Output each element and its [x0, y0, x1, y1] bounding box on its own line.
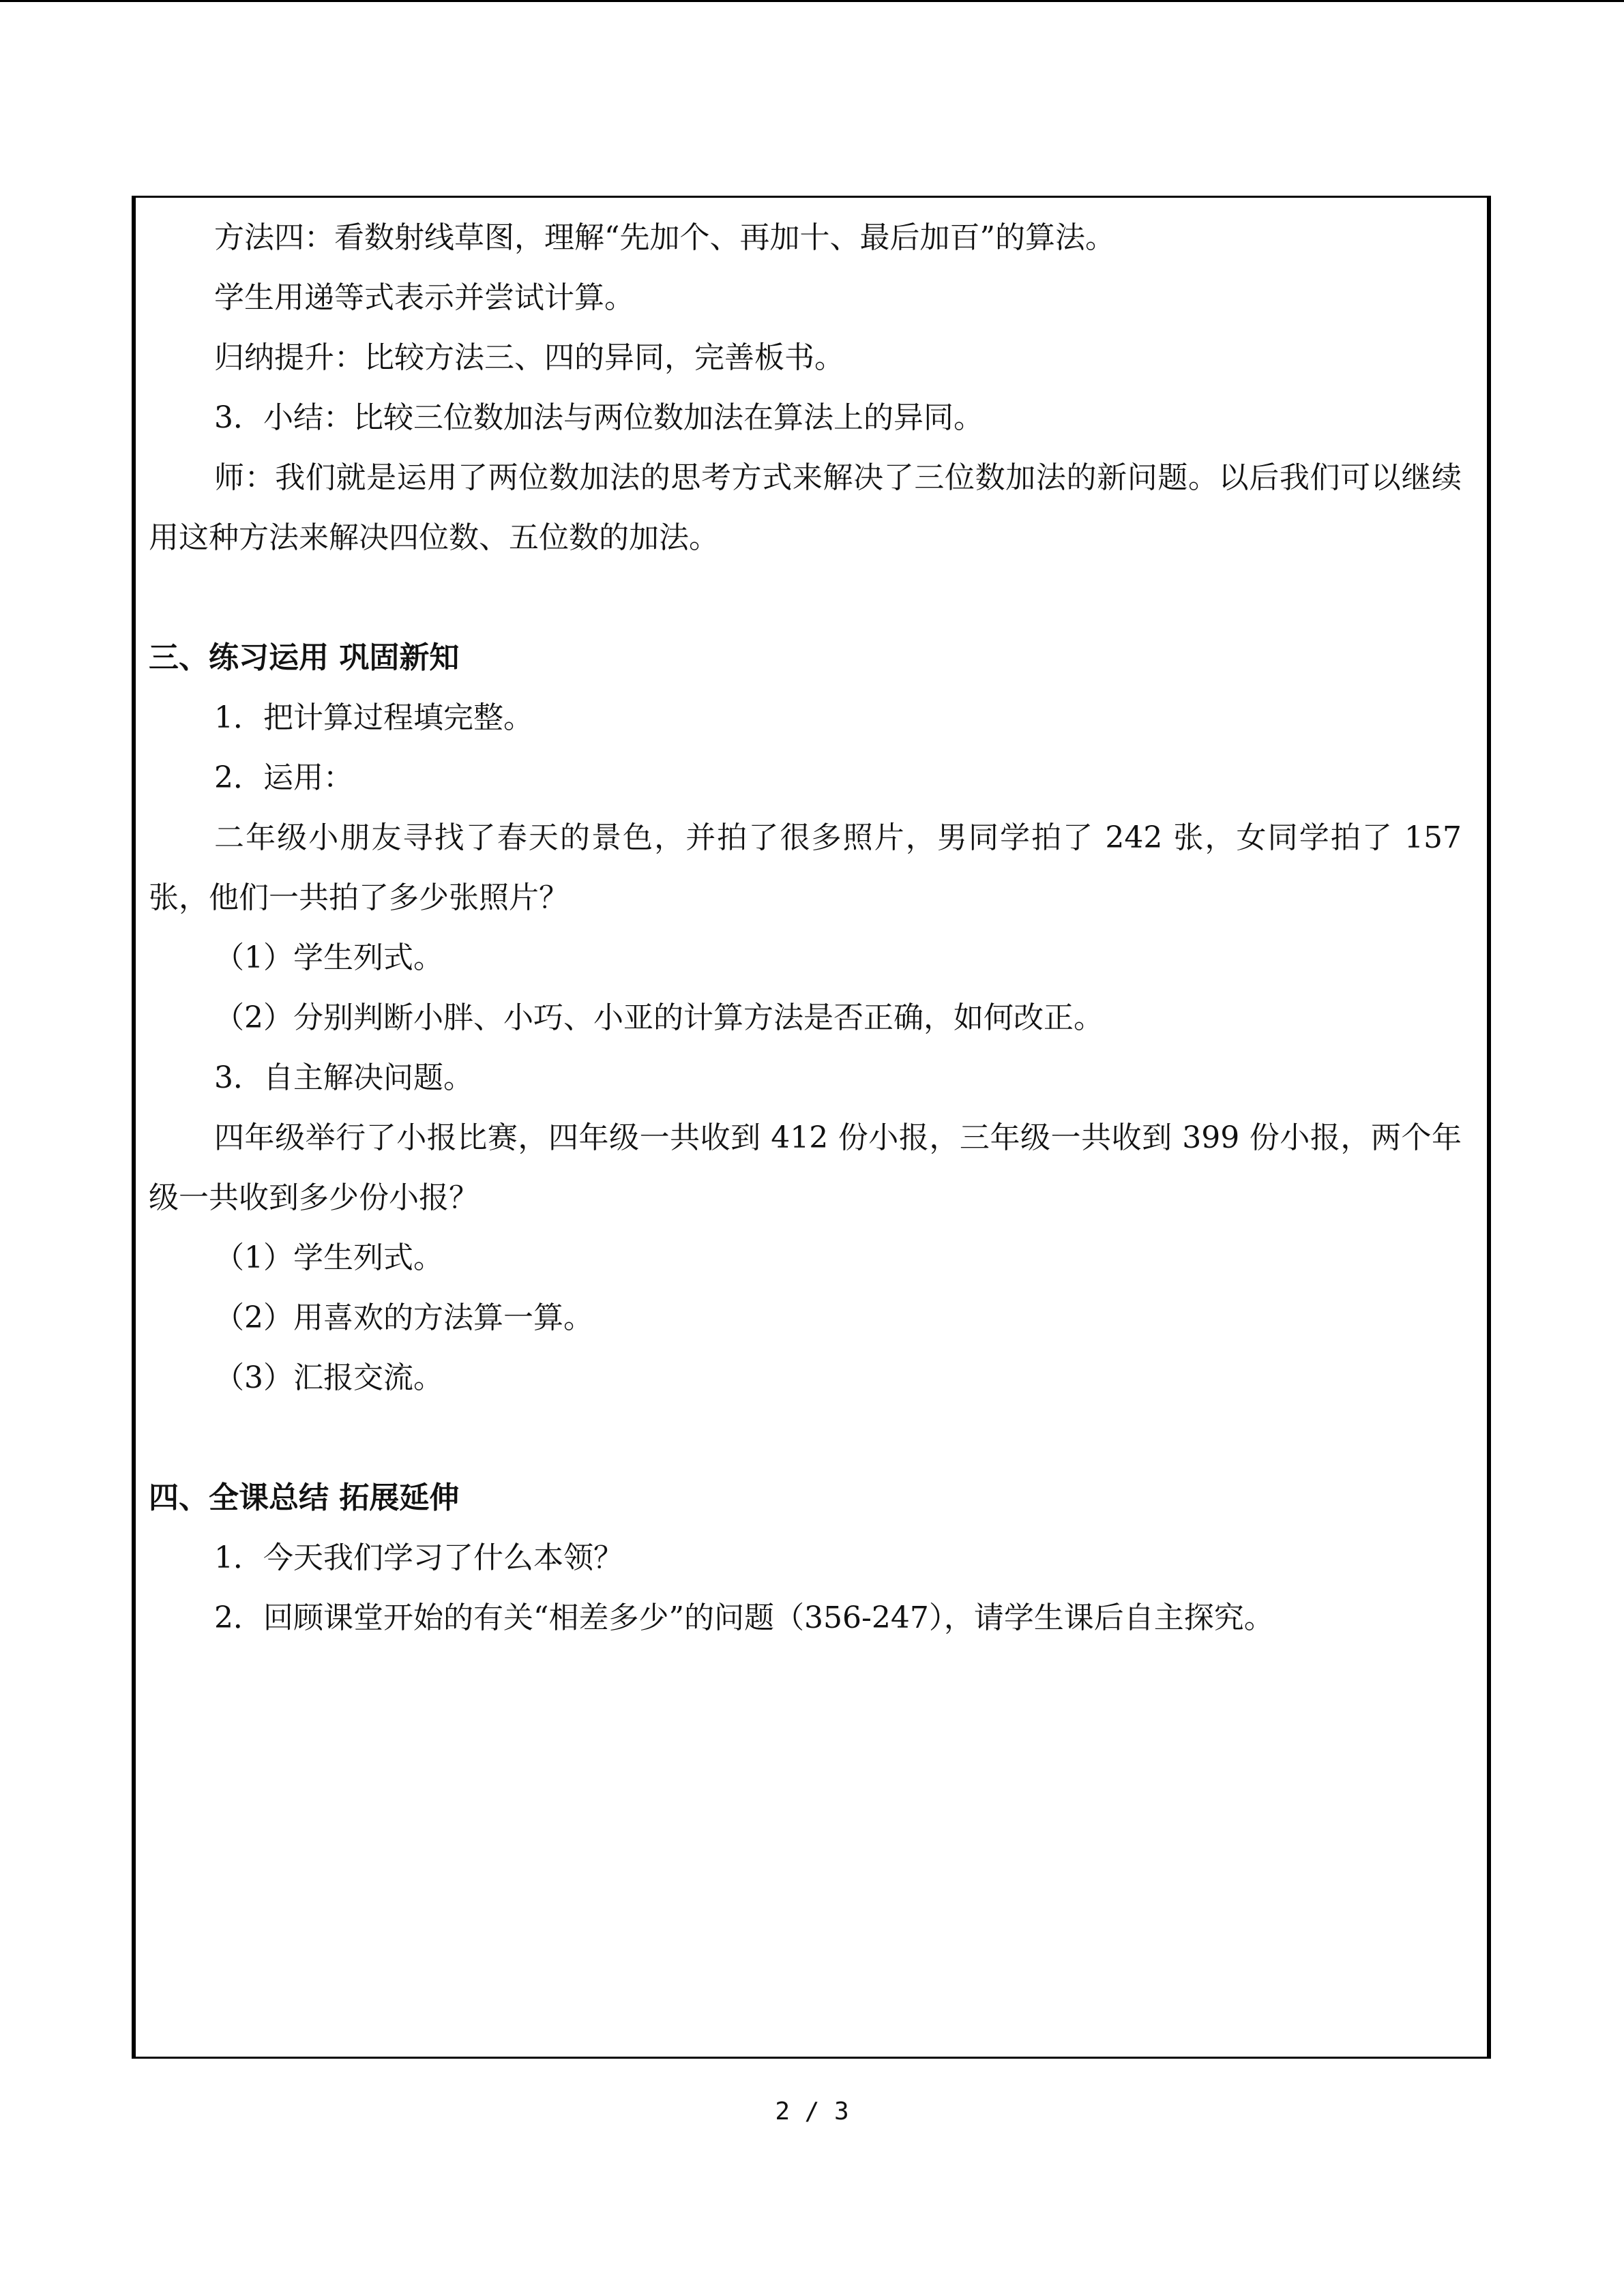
method-four: 方法四：看数射线草图，理解“先加个、再加十、最后加百”的算法。: [214, 220, 1115, 255]
spacer: [149, 568, 1462, 628]
problem-newspapers: 四年级举行了小报比赛，四年级一共收到 412 份小报，三年级一共收到 399 份小报，两个年级一共收到多少份小报？: [149, 1120, 1462, 1215]
section-three-heading: 三、练习运用 巩固新知: [149, 640, 460, 675]
top-rule: [0, 0, 1624, 2]
problem-photos: 二年级小朋友寻找了春天的景色，并拍了很多照片，男同学拍了 242 张，女同学拍了 157 张，他们一共拍了多少张照片？: [149, 820, 1462, 915]
sub-item-4: （2）用喜欢的方法算一算。: [214, 1300, 593, 1335]
sub-item-2: （2）分别判断小胖、小巧、小亚的计算方法是否正确，如何改正。: [214, 1000, 1104, 1035]
sub-item-3: （1）学生列式。: [214, 1240, 443, 1275]
section-three-item-2: 2．运用：: [214, 760, 353, 795]
lesson-content: [149, 208, 1462, 1648]
section-four-item-1: 1．今天我们学习了什么本领？: [214, 1540, 623, 1575]
section-four-item-2: 2．回顾课堂开始的有关“相差多少”的问题（356-247），请学生课后自主探究。: [214, 1600, 1274, 1635]
recursive-equation-note: 学生用递等式表示并尝试计算。: [214, 280, 634, 315]
section-four-heading: 四、全课总结 拓展延伸: [149, 1480, 460, 1515]
summary-compare: 归纳提升：比较方法三、四的异同，完善板书。: [214, 340, 844, 375]
spacer: [149, 1408, 1462, 1468]
page-number: 2 / 3: [775, 2098, 849, 2126]
section-three-item-3: 3．自主解决问题。: [214, 1060, 473, 1095]
sub-item-5: （3）汇报交流。: [214, 1360, 443, 1395]
section-two-item-3: 3．小结：比较三位数加法与两位数加法在算法上的异同。: [214, 400, 984, 435]
teacher-note: 师：我们就是运用了两位数加法的思考方式来解决了三位数加法的新问题。以后我们可以继续用这种方法来解决四位数、五位数的加法。: [149, 460, 1462, 555]
sub-item-1: （1）学生列式。: [214, 940, 443, 975]
section-three-item-1: 1．把计算过程填完整。: [214, 700, 533, 735]
